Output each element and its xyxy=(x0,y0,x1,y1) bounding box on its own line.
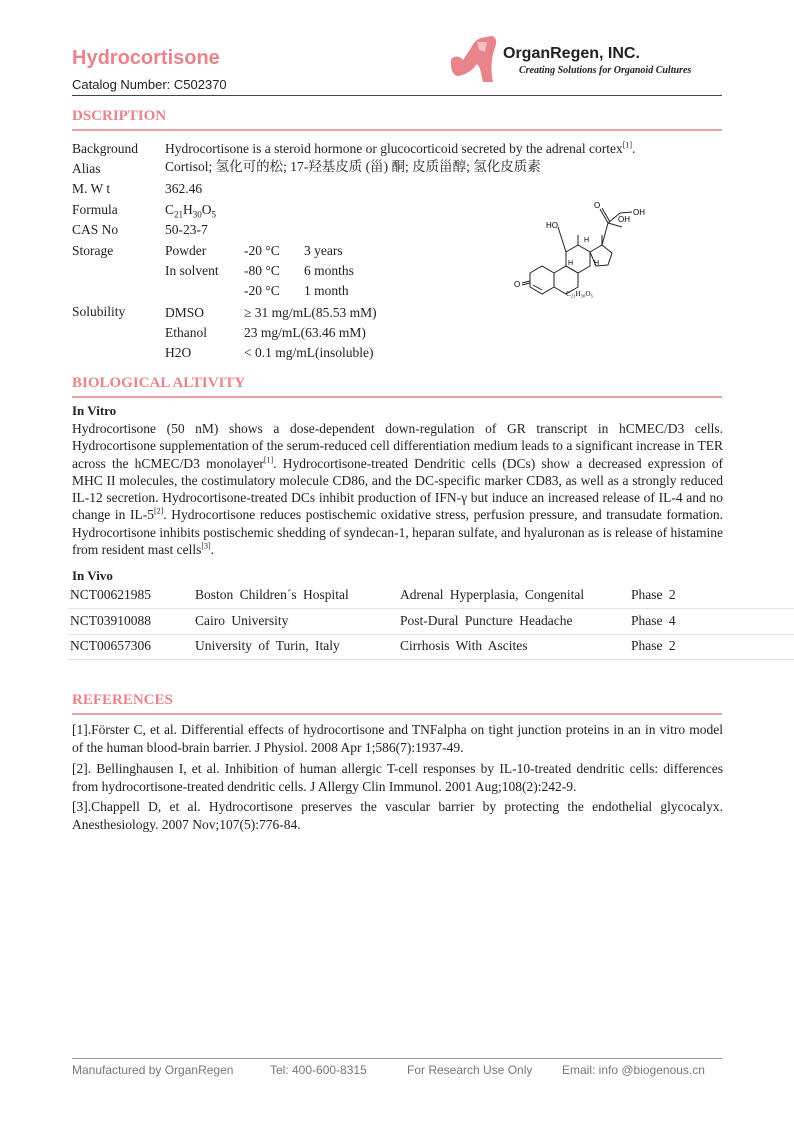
section-divider xyxy=(72,129,722,131)
storage-time: 1 month xyxy=(304,283,349,298)
storage-temp: -20 °C xyxy=(244,283,280,298)
trial-phase: Phase 2 xyxy=(631,587,676,602)
footer-manufacturer: Manufactured by OrganRegen xyxy=(72,1063,234,1077)
trial-sponsor: Cairo University xyxy=(195,613,289,628)
storage-time: 3 years xyxy=(304,243,343,258)
section-title-references: REFERENCES xyxy=(72,692,173,708)
trial-id[interactable]: NCT00621985 xyxy=(70,587,151,602)
solubility-label: Solubility xyxy=(72,304,126,319)
brand-name: OrganRegen, INC. xyxy=(503,45,640,62)
product-title: Hydrocortisone xyxy=(72,47,220,69)
hydroxyl-label: HO xyxy=(546,221,558,230)
storage-time: 6 months xyxy=(304,263,354,278)
in-vivo-heading: In Vivo xyxy=(72,568,113,583)
trial-condition: Adrenal Hyperplasia, Congenital xyxy=(400,587,585,602)
storage-temp: -20 °C xyxy=(244,243,280,258)
storage-label: Storage xyxy=(72,243,114,258)
section-title-bio: BIOLOGICAL ALTIVITY xyxy=(72,375,246,391)
trial-condition: Cirrhosis With Ascites xyxy=(400,638,528,653)
trial-sponsor: Boston Children´s Hospital xyxy=(195,587,349,602)
citation-link[interactable]: [1] xyxy=(263,455,274,465)
trial-phase: Phase 2 xyxy=(631,638,676,653)
solvent-name: DMSO xyxy=(165,305,205,320)
storage-form: In solvent xyxy=(165,263,219,278)
table-row xyxy=(68,583,794,609)
background-end: . xyxy=(632,141,636,156)
hydroxyl-label: OH xyxy=(633,208,645,217)
cas-value: 50-23-7 xyxy=(165,222,208,237)
section-title-description: DSCRIPTION xyxy=(72,108,167,124)
formula-label: Formula xyxy=(72,202,118,217)
table-row xyxy=(68,609,794,635)
citation-link[interactable]: [2] xyxy=(153,506,164,516)
hydrogen-label: H xyxy=(594,260,600,267)
trial-id[interactable]: NCT03910088 xyxy=(70,613,151,628)
hydroxyl-label: OH xyxy=(618,215,630,224)
trial-condition: Post-Dural Puncture Headache xyxy=(400,613,573,628)
mw-value: 362.46 xyxy=(165,181,203,196)
solvent-name: Ethanol xyxy=(165,325,207,340)
in-vitro-heading: In Vitro xyxy=(72,403,117,418)
alias-label: Alias xyxy=(72,161,101,176)
footer-divider xyxy=(72,1058,722,1059)
solubility-value: < 0.1 mg/mL(insoluble) xyxy=(244,345,374,360)
trial-id[interactable]: NCT00657306 xyxy=(70,638,151,653)
trial-phase: Phase 4 xyxy=(631,613,676,628)
section-divider xyxy=(72,713,722,715)
footer-research-use: For Research Use Only xyxy=(407,1063,533,1077)
trial-sponsor: University of Turin, Italy xyxy=(195,638,340,653)
footer-email[interactable]: Email: info @biogenous.cn xyxy=(562,1063,705,1077)
reference-item: [3].Chappell D, et al. Hydrocortisone preserves the vascular barrier by protecting the endothelial glycocalyx. Anesthesiology. 2007 Nov;107(5):776-84. xyxy=(72,799,723,832)
background-label: Background xyxy=(72,141,138,156)
in-vitro-paragraph: Hydrocortisone (50 nM) shows a dose-dependent down-regulation of GR transcript in hCMEC/D3 cells. Hydrocortisone supplementation of the serum-reduced cell differentiation medium leads to a significant increase in TER across the hCMEC/D3 monolayer[1]. Hydrocortisone-treated Dendritic cells (DCs) show a decreased expression of MHC II molecules, the costimulatory molecule CD86, and the DC-specific marker CD83, as well as a strongly reduced IL-12 secretion. Hydrocortisone-treated DCs inhibit production of IFN-γ but induce an increased release of IL-4 and no change in IL-5[2]. Hydrocortisone reduces postischemic oxidative stress, perfusion pressure, and transudate formation. Hydrocortisone inhibits postischemic shedding of syndecan-1, heparan sulfate, and hyaluronan as is release of histamine from resident mast cells[3]. xyxy=(72,421,724,558)
section-divider xyxy=(72,396,722,398)
hydrogen-label: H xyxy=(584,237,590,244)
table-row xyxy=(68,634,794,660)
solvent-name: H2O xyxy=(165,345,192,360)
carbonyl-oxygen-label: O xyxy=(594,201,601,210)
organregen-logo-icon xyxy=(447,34,499,84)
hydrogen-label: H xyxy=(568,260,574,267)
catalog-number: Catalog Number: C502370 xyxy=(72,77,227,92)
citation-link[interactable]: [3] xyxy=(201,541,211,551)
background-value xyxy=(165,139,635,159)
storage-temp: -80 °C xyxy=(244,263,280,278)
ketone-oxygen-label: O xyxy=(514,280,521,289)
cas-label: CAS No xyxy=(72,222,119,237)
chemical-structure-diagram xyxy=(510,195,670,300)
footer-telephone: Tel: 400-600-8315 xyxy=(270,1063,367,1077)
background-ref[interactable]: [1] xyxy=(622,140,633,150)
formula-value: $C_{21}H_{30}O_5$ xyxy=(165,202,217,220)
mw-label: M. W t xyxy=(72,181,111,196)
storage-form: Powder xyxy=(165,243,207,258)
structure-formula-caption: C₂₁H₃₀O₅ xyxy=(566,290,593,298)
background-text: Hydrocortisone is a steroid hormone or glucocorticoid secreted by the adrenal cortex xyxy=(165,141,623,156)
header-divider xyxy=(72,95,722,96)
solubility-value: ≥ 31 mg/mL(85.53 mM) xyxy=(244,305,377,320)
solubility-value: 23 mg/mL(63.46 mM) xyxy=(244,325,366,340)
reference-item: [1].Förster C, et al. Differential effects of hydrocortisone and TNFalpha on tight junction proteins in an in vitro model of the human blood-brain barrier. J Physiol. 2008 Apr 1;586(7):1937-49. xyxy=(72,722,723,755)
alias-value: Cortisol; 氢化可的松; 17-羟基皮质 (甾) 酮; 皮质甾醇; 氢化皮质素 xyxy=(165,159,541,174)
reference-item: [2]. Bellinghausen I, et al. Inhibition of human allergic T-cell responses by IL-10-treated dendritic cells: differences from hydrocortisone-treated dendritic cells. J Allergy Clin Immunol. 2001 Aug;108(2):242-9. xyxy=(72,761,723,794)
brand-tagline: Creating Solutions for Organoid Cultures xyxy=(519,65,692,76)
